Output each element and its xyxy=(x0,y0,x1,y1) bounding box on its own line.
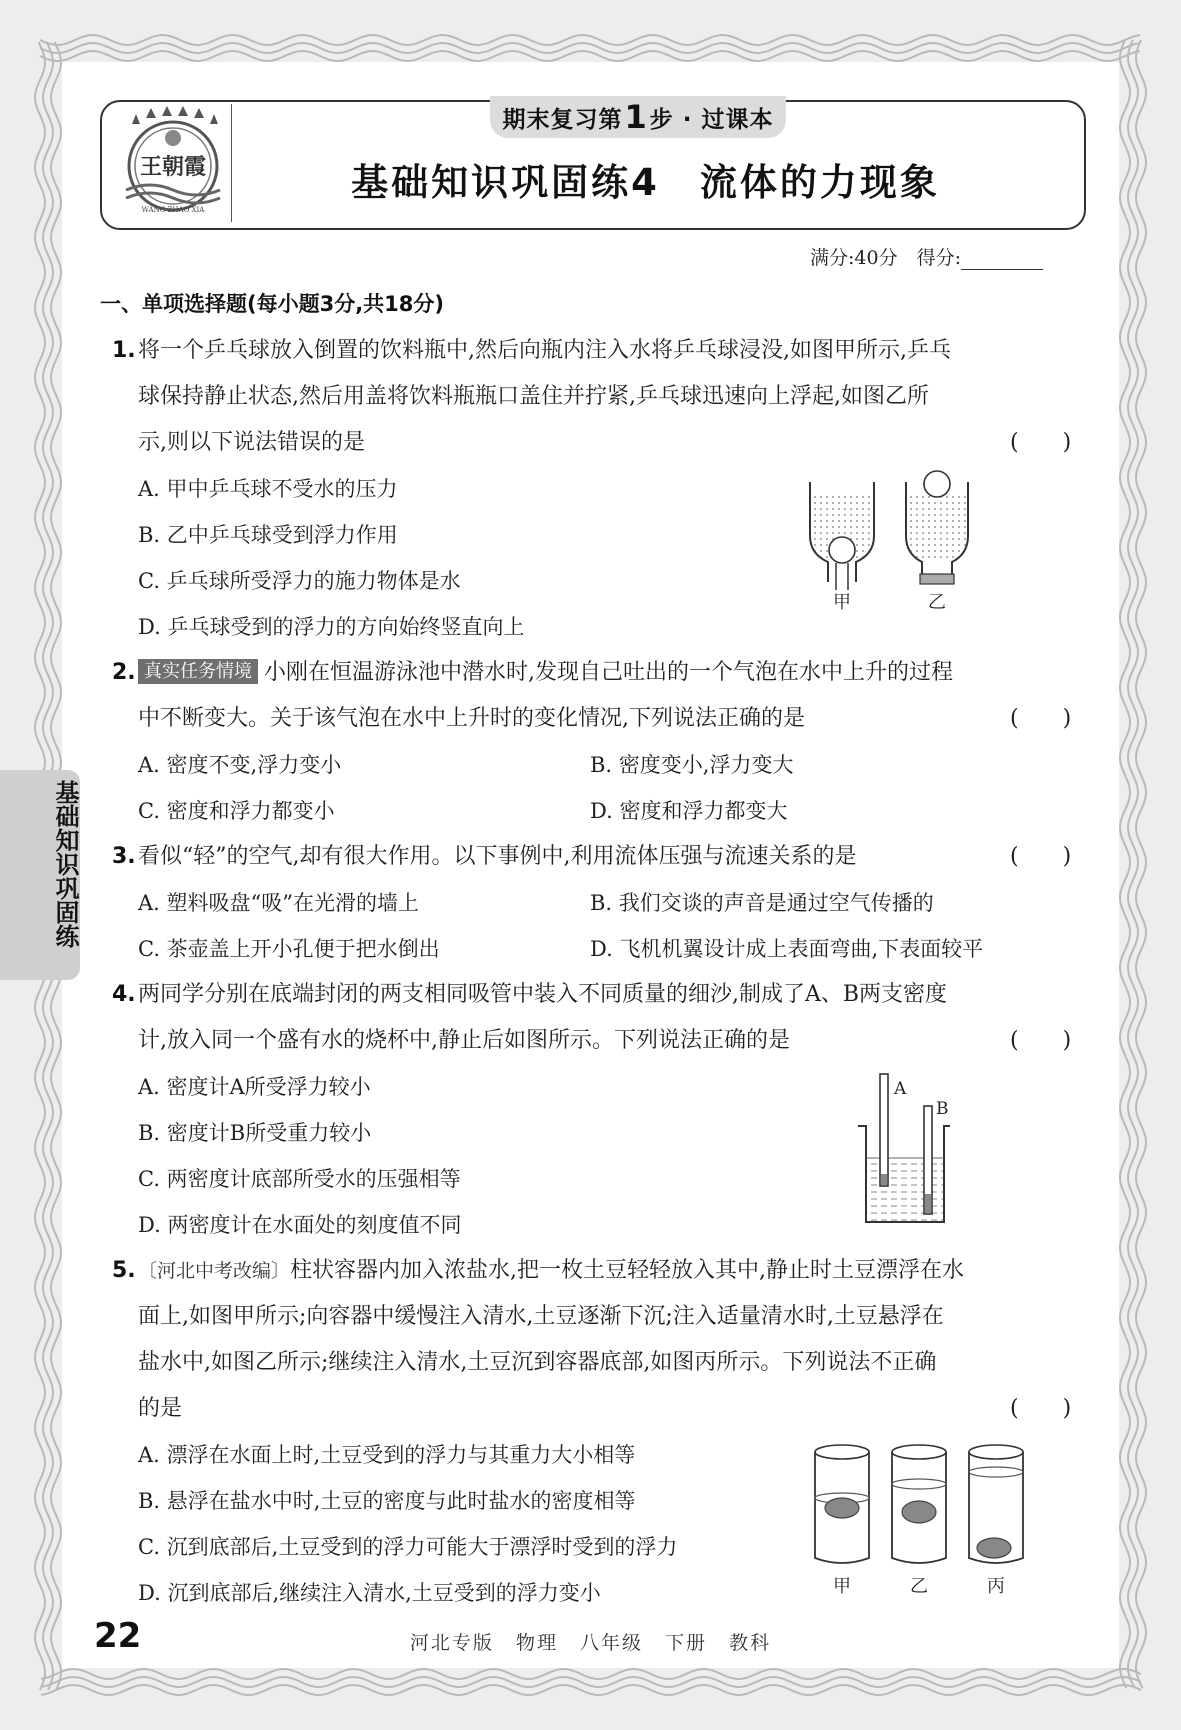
cylinder-yi xyxy=(892,1445,946,1563)
question-1-option-a[interactable]: A. 甲中乒乓球不受水的压力 xyxy=(138,477,398,501)
question-3-option-b[interactable]: B. 我们交谈的声音是通过空气传播的 xyxy=(590,891,934,915)
side-tab-label: 基础知识巩固练 xyxy=(51,780,79,948)
meter-label-a: A xyxy=(894,1079,907,1099)
question-4-option-b[interactable]: B. 密度计B所受重力较小 xyxy=(138,1121,372,1145)
bottle-jia xyxy=(810,482,874,590)
question-5-line-1 xyxy=(138,1256,964,1286)
question-1-line-1: 将一个乒乓球放入倒置的饮料瓶中,然后向瓶内注入水将乒乓球浸没,如图甲所示,乒乓 xyxy=(138,338,951,363)
question-5-line-1-text: 柱状容器内加入浓盐水,把一枚土豆轻轻放入其中,静止时土豆漂浮在水 xyxy=(290,1258,965,1283)
step-tab-suffix: 步 · 过课本 xyxy=(649,106,774,133)
question-5-line-2: 面上,如图甲所示;向容器中缓慢注入清水,土豆逐渐下沉;注入适量清水时,土豆悬浮在 xyxy=(138,1304,944,1329)
question-1-line-2: 球保持静止状态,然后用盖将饮料瓶瓶口盖住并拧紧,乒乓球迅速向上浮起,如图乙所 xyxy=(138,384,929,409)
question-1-number: 1. xyxy=(112,338,136,363)
step-tab-number: 1 xyxy=(624,98,648,136)
step-tab-prefix: 期末复习第 xyxy=(502,106,623,133)
question-4-line-1: 两同学分别在底端封闭的两支相同吸管中装入不同质量的细沙,制成了A、B两支密度 xyxy=(138,982,948,1007)
logo-name-text: 王朝霞 xyxy=(139,154,207,180)
density-meter-a xyxy=(880,1074,888,1186)
figure-label-yi: 乙 xyxy=(928,592,946,613)
meter-label-b: B xyxy=(936,1099,949,1119)
question-1-option-c[interactable]: C. 乒乓球所受浮力的施力物体是水 xyxy=(138,569,461,593)
question-5-answer-paren[interactable]: ( ) xyxy=(1010,1396,1072,1421)
question-4-answer-paren[interactable]: ( ) xyxy=(1010,1028,1072,1053)
question-2-answer-paren[interactable]: ( ) xyxy=(1010,706,1072,731)
bottle-yi xyxy=(906,471,968,584)
question-5-source: 〔河北中考改编〕 xyxy=(138,1260,291,1282)
question-2-option-a[interactable]: A. 密度不变,浮力变小 xyxy=(138,753,342,777)
cylinder-label-jia: 甲 xyxy=(833,1576,851,1597)
question-4-line-2: 计,放入同一个盛有水的烧杯中,静止后如图所示。下列说法正确的是 xyxy=(138,1028,790,1053)
question-3-number: 3. xyxy=(112,844,136,869)
density-meter-b xyxy=(924,1106,932,1214)
cylinder-label-bing: 丙 xyxy=(987,1576,1005,1597)
section-heading: 一、单项选择题(每小题3分,共18分) xyxy=(100,292,445,316)
question-5-number: 5. xyxy=(112,1258,136,1283)
question-4-option-c[interactable]: C. 两密度计底部所受水的压强相等 xyxy=(138,1167,461,1191)
question-2-option-b[interactable]: B. 密度变小,浮力变大 xyxy=(590,753,794,777)
question-1-line-3: 示,则以下说法错误的是 xyxy=(138,430,365,455)
question-2-line-2: 中不断变大。关于该气泡在水中上升时的变化情况,下列说法正确的是 xyxy=(138,706,805,731)
question-3-line-1: 看似“轻”的空气,却有很大作用。以下事例中,利用流体压强与流速关系的是 xyxy=(138,844,857,869)
question-5-option-b[interactable]: B. 悬浮在盐水中时,土豆的密度与此时盐水的密度相等 xyxy=(138,1489,636,1513)
question-2-option-d[interactable]: D. 密度和浮力都变大 xyxy=(590,799,788,823)
question-5-option-a[interactable]: A. 漂浮在水面上时,土豆受到的浮力与其重力大小相等 xyxy=(138,1443,636,1467)
question-4-figure-beaker xyxy=(850,1070,970,1230)
figure-label-jia: 甲 xyxy=(833,592,851,613)
score-line xyxy=(810,243,1043,270)
score-label: 满分:40分 得分: xyxy=(810,247,961,269)
question-1-option-b[interactable]: B. 乙中乒乓球受到浮力作用 xyxy=(138,523,398,547)
border-wave-line xyxy=(1120,40,1130,1688)
footer-text: 河北专版 物理 八年级 下册 教科 xyxy=(409,1632,772,1654)
question-1-option-d[interactable]: D. 乒乓球受到的浮力的方向始终竖直向上 xyxy=(138,615,525,639)
question-2-number: 2. xyxy=(112,660,136,685)
question-3-option-c[interactable]: C. 茶壶盖上开小孔便于把水倒出 xyxy=(138,937,440,961)
page-title: 基础知识巩固练4 流体的力现象 xyxy=(351,161,940,204)
question-5-option-d[interactable]: D. 沉到底部后,继续注入清水,土豆受到的浮力变小 xyxy=(138,1581,601,1605)
question-3-option-a[interactable]: A. 塑料吸盘“吸”在光滑的墙上 xyxy=(138,891,419,915)
question-2-line-1 xyxy=(138,658,953,688)
question-3-answer-paren[interactable]: ( ) xyxy=(1010,844,1072,869)
cylinder-label-yi: 乙 xyxy=(910,1576,928,1597)
question-5-line-4: 的是 xyxy=(138,1396,183,1421)
question-2-line-1-text: 小刚在恒温游泳池中潜水时,发现自己吐出的一个气泡在水中上升的过程 xyxy=(264,660,953,685)
question-5-figure-cylinders xyxy=(806,1440,1036,1605)
cylinder-bing xyxy=(969,1445,1023,1563)
cylinder-jia xyxy=(815,1445,869,1563)
logo-subtitle-text: WANG ZHAO XIA xyxy=(141,206,205,214)
question-4-option-a[interactable]: A. 密度计A所受浮力较小 xyxy=(138,1075,371,1099)
review-step-tab xyxy=(490,96,786,138)
question-4-option-d[interactable]: D. 两密度计在水面处的刻度值不同 xyxy=(138,1213,462,1237)
question-1-answer-paren[interactable]: ( ) xyxy=(1010,430,1072,455)
question-2-option-c[interactable]: C. 密度和浮力都变小 xyxy=(138,799,335,823)
question-3-option-d[interactable]: D. 飞机机翼设计成上表面弯曲,下表面较平 xyxy=(590,937,984,961)
score-blank[interactable] xyxy=(961,249,1043,270)
question-1-figure-bottles xyxy=(800,470,980,620)
question-4-number: 4. xyxy=(112,982,136,1007)
page-number: 22 xyxy=(94,1616,142,1656)
question-5-option-c[interactable]: C. 沉到底部后,土豆受到的浮力可能大于漂浮时受到的浮力 xyxy=(138,1535,678,1559)
question-5-line-3: 盐水中,如图乙所示;继续注入清水,土豆沉到容器底部,如图丙所示。下列说法不正确 xyxy=(138,1350,937,1375)
question-2-tag: 真实任务情境 xyxy=(138,659,258,684)
